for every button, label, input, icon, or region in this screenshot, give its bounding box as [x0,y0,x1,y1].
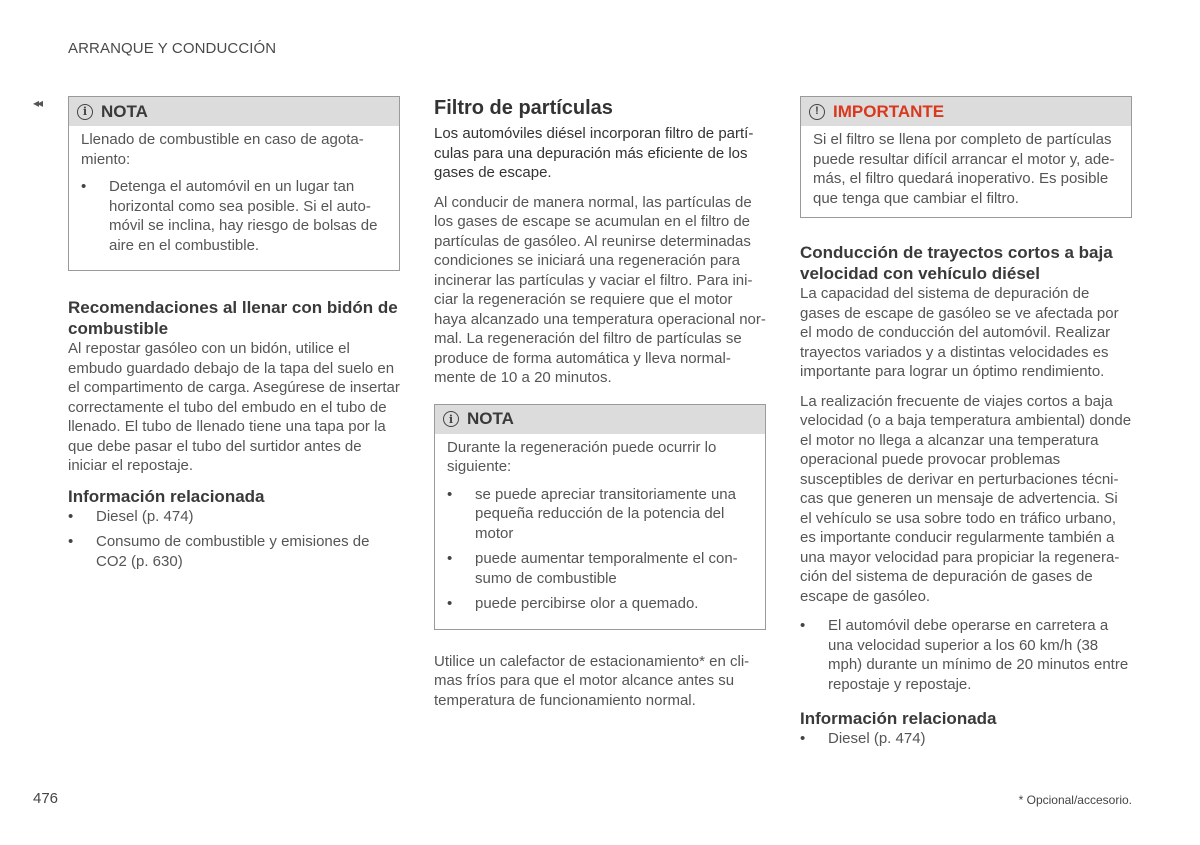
related-list [800,729,1132,749]
column-1 [68,96,400,577]
related-heading: Información relacionada [68,486,265,506]
list-item: • Detenga el automóvil en un lugar tan horizontal como sea posible. Si el automóvil se inclina, hay riesgo de bolsas de aire en el combustible. [81,177,387,255]
important-box [800,96,1132,218]
note-box [434,404,766,630]
list-item: • El automóvil debe operarse en carretera a una velocidad superior a los 60 km/h (38 mph) durante un mínimo de 20 minutos entre repostaje y repostaje. [800,616,1132,694]
related-link[interactable]: • Diesel (p. 474) [68,507,400,527]
list-item: • puede aumentar temporalmente el consumo de combustible [447,549,753,588]
footnote: * Opcional/accesorio. [1018,793,1132,807]
section-title: Filtro de partículas [434,97,613,119]
warning-icon: ! [809,104,825,120]
section-heading: Conducción de trayectos cortos a baja velocidad con vehículo diésel [800,243,1113,283]
section-lead: Los automóviles diésel incorporan filtro de partículas para una depuración más eficiente de los gases de escape. [434,125,754,181]
section-heading: Recomendaciones al llenar con bidón de combustible [68,298,398,338]
page-number: 476 [33,790,59,807]
list-item: • se puede apreciar transitoriamente una pequeña reducción de la potencia del motor [447,485,753,544]
running-head: ARRANQUE Y CONDUCCIÓN [68,40,277,57]
section-bullets [800,616,1132,694]
section-text: Al repostar gasóleo con un bidón, utilice el embudo guardado debajo de la tapa del suelo en el compartimento de carga. Asegúrese de insertar correctamente el tubo del embudo en el tubo de llenado. El tubo de llenado tiene una tapa por la que debe pasar el tubo del surtidor antes de iniciar el repostaje. [68,340,400,474]
note-intro: Durante la regeneración puede ocurrir lo siguiente: [447,438,717,475]
note-body [435,434,765,629]
related-heading: Información relacionada [800,709,997,728]
related-link[interactable]: • Diesel (p. 474) [800,729,1132,749]
related-link[interactable]: • Consumo de combustible y emisiones de CO2 (p. 630) [68,532,400,571]
list-item: • puede percibirse olor a quemado. [447,594,753,614]
note-header [69,97,399,126]
important-header [801,97,1131,126]
important-body [801,126,1131,217]
note-body [69,126,399,270]
note-bullets [447,485,753,614]
section-paragraph: La realización frecuente de viajes cortos a baja velocidad (o a baja temperatura ambiental) donde el motor no llega a alcanzar una temperatura operacional puede provocar problemas susceptibles de derivar en perturbaciones técnicas que generen un mensaje de advertencia. Si el vehículo se usa sobre todo en tráfico urbano, es importante conducir regularmente también a una mayor velocidad para propiciar la regeneración del sistema de depuración de gases de escape de gasóleo. [800,392,1132,605]
note-title: NOTA [467,409,514,428]
section-paragraph: Al conducir de manera normal, las partículas de los gases de escape se acumulan en el filtro de partículas de gasóleo. Al reunirse determinadas condiciones se iniciará una regeneración para incinerar las partículas y vaciar el filtro. Para iniciar la regeneración se requiere que el motor haya alcanzado una temperatura operacional normal. La regeneración del filtro de partículas se produce de forma automática y lleva normalmente de 10 a 20 minutos. [434,193,766,386]
section-paragraph: La capacidad del sistema de depuración de gases de escape de gasóleo se ve afectada por el modo de conducción del automóvil. Realizar trayectos variados y a distintas velocidades es importante para lograr un óptimo rendimiento. [800,285,1119,380]
note-header [435,405,765,434]
important-title: IMPORTANTE [833,101,945,121]
note-box [68,96,400,271]
column-2 [434,96,766,720]
continuation-icon: ◂◂ [33,96,42,110]
note-title: NOTA [101,101,148,121]
column-3 [800,96,1132,755]
important-text: Si el filtro se llena por completo de partículas puede resultar difícil arrancar el motor y, además, el filtro quedará inoperativo. Es posible que tenga que cambiar el filtro. [813,131,1115,207]
section-paragraph: Utilice un calefactor de estacionamiento* en climas fríos para que el motor alcance antes su temperatura de funcionamiento normal. [434,652,750,709]
note-bullets [81,177,387,255]
note-intro: Llenado de combustible en caso de agotamiento: [81,131,364,168]
info-icon: i [443,411,459,427]
related-list [68,507,400,572]
info-icon: i [77,104,93,120]
